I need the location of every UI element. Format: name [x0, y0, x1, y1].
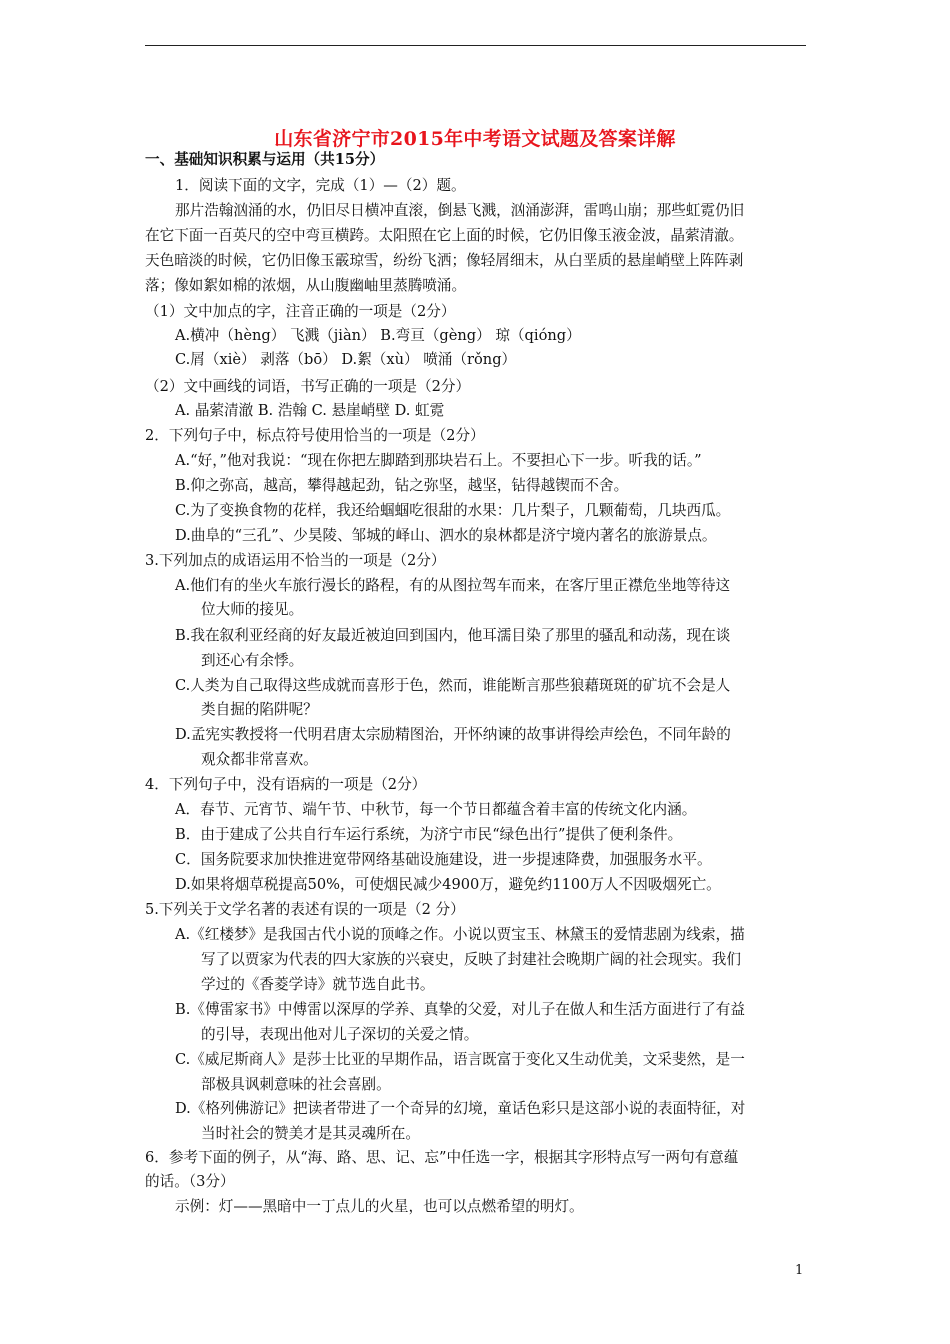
- q5-option-line: 的引导，表现出他对儿子深切的关爱之情。: [201, 1026, 479, 1043]
- q2-stem: 2．下列句子中，标点符号使用恰当的一项是（2分）: [145, 427, 485, 444]
- q5-option-line: D.《格列佛游记》把读者带进了一个奇异的幻境，童话色彩只是这部小说的表面特征，对: [175, 1100, 746, 1117]
- q4-option: D.如果将烟草税提高50%，可使烟民减少4900万，避免约1100万人不因吸烟死亡。: [175, 876, 721, 893]
- q2-option: C.为了变换食物的花样，我还给蝈蝈吃很甜的水果：几片梨子，几颗葡萄，几块西瓜。: [175, 502, 731, 519]
- q1-sub1-options: C.屑（xiè） 剥落（bō） D.絮（xù） 喷涌（rǒng）: [175, 351, 517, 368]
- document-title: 山东省济宁市2015年中考语文试题及答案详解: [274, 128, 676, 150]
- q1-passage-line: 天色暗淡的时候，它仍旧像玉霰琼雪，纷纷飞洒；像轻屑细末，从白垩质的悬崖峭壁上阵阵剥: [145, 252, 744, 269]
- q2-option: D.曲阜的“三孔”、少昊陵、邹城的峄山、泗水的泉林都是济宁境内著名的旅游景点。: [175, 527, 717, 544]
- q5-option-line: 部极具讽刺意味的社会喜剧。: [201, 1076, 391, 1093]
- q1-passage-line: 落；像如絮如棉的浓烟，从山腹幽岫里蒸腾喷涌。: [145, 277, 467, 294]
- q1-sub1-options: A.横冲（hèng） 飞溅（jiàn） B.弯亘（gèng） 琼（qióng）: [175, 327, 581, 344]
- section-heading: 一、基础知识积累与运用（共15分）: [145, 151, 385, 168]
- q3-option-line: B.我在叙利亚经商的好友最近被迫回到国内，他耳濡目染了那里的骚乱和动荡，现在谈: [175, 627, 731, 644]
- q6-stem: 6．参考下面的例子，从“海、路、思、记、忘”中任选一字，根据其字形特点写一两句有意蕴: [145, 1149, 739, 1166]
- q5-option-line: 写了以贾家为代表的四大家族的兴衰史，反映了封建社会晚期广阔的社会现实。我们: [201, 951, 741, 968]
- q5-option-line: 学过的《香菱学诗》就节选自此书。: [201, 976, 435, 993]
- q2-option: B.仰之弥高，越高，攀得越起劲，钻之弥坚，越坚，钻得越锲而不舍。: [175, 477, 629, 494]
- q5-option-line: C.《威尼斯商人》是莎士比亚的早期作品，语言既富于变化又生动优美，文采斐然，是一: [175, 1051, 745, 1068]
- q1-intro: 1．阅读下面的文字，完成（1）—（2）题。: [175, 177, 466, 194]
- q3-stem: 3.下列加点的成语运用不恰当的一项是（2分）: [145, 552, 446, 569]
- q3-option-line: C.人类为自己取得这些成就而喜形于色，然而，谁能断言那些狼藉斑斑的矿坑不会是人: [175, 677, 731, 694]
- q6-example: 示例：灯——黑暗中一丁点儿的火星，也可以点燃希望的明灯。: [175, 1198, 584, 1215]
- q3-option-line: 到还心有余悸。: [201, 652, 304, 669]
- q5-option-line: 当时社会的赞美才是其灵魂所在。: [201, 1125, 420, 1142]
- q1-sub1-stem: （1）文中加点的字，注音正确的一项是（2分）: [145, 303, 456, 320]
- q3-option-line: 位大师的接见。: [201, 601, 304, 618]
- page-number: 1: [795, 1263, 804, 1278]
- q2-option: A.“好，”他对我说：“现在你把左脚踏到那块岩石上。不要担心下一步。听我的话。”: [175, 452, 702, 469]
- q4-option: C．国务院要求加快推进宽带网络基础设施建设，进一步提速降费，加强服务水平。: [175, 851, 712, 868]
- q5-stem: 5.下列关于文学名著的表述有误的一项是（2 分）: [145, 901, 465, 918]
- q6-stem: 的话。（3分）: [145, 1173, 235, 1190]
- q1-passage-line: 在它下面一百英尺的空中弯亘横跨。太阳照在它上面的时候，它仍旧像玉液金波，晶萦清澈。: [145, 227, 744, 244]
- q5-option-line: B.《傅雷家书》中傅雷以深厚的学养、真挚的父爱，对儿子在做人和生活方面进行了有益: [175, 1001, 745, 1018]
- q3-option-line: 观众都非常喜欢。: [201, 751, 318, 768]
- q1-sub2-stem: （2）文中画线的词语，书写正确的一项是（2分）: [145, 378, 471, 395]
- q4-option: A．春节、元宵节、端午节、中秋节，每一个节日都蕴含着丰富的传统文化内涵。: [175, 801, 697, 818]
- q1-passage-line: 那片浩翰汹涌的水，仍旧尽日横冲直滚，倒悬飞溅，汹涌澎湃，雷鸣山崩；那些虹霓仍旧: [175, 202, 745, 219]
- q4-option: B．由于建成了公共自行车运行系统，为济宁市民“绿色出行”提供了便利条件。: [175, 826, 683, 843]
- header-rule: [145, 45, 806, 46]
- q5-option-line: A.《红楼梦》是我国古代小说的顶峰之作。小说以贾宝玉、林黛玉的爱情悲剧为线索，描: [175, 926, 745, 943]
- q3-option-line: D.孟宪实教授将一代明君唐太宗励精图治，开怀纳谏的故事讲得绘声绘色，不同年龄的: [175, 726, 731, 743]
- q3-option-line: 类自掘的陷阱呢？: [201, 701, 318, 718]
- q4-stem: 4．下列句子中，没有语病的一项是（2分）: [145, 776, 427, 793]
- q1-sub2-options: A. 晶萦清澈 B. 浩翰 C. 悬崖峭壁 D. 虹霓: [175, 402, 445, 419]
- q3-option-line: A.他们有的坐火车旅行漫长的路程，有的从图拉驾车而来，在客厅里正襟危坐地等待这: [175, 577, 731, 594]
